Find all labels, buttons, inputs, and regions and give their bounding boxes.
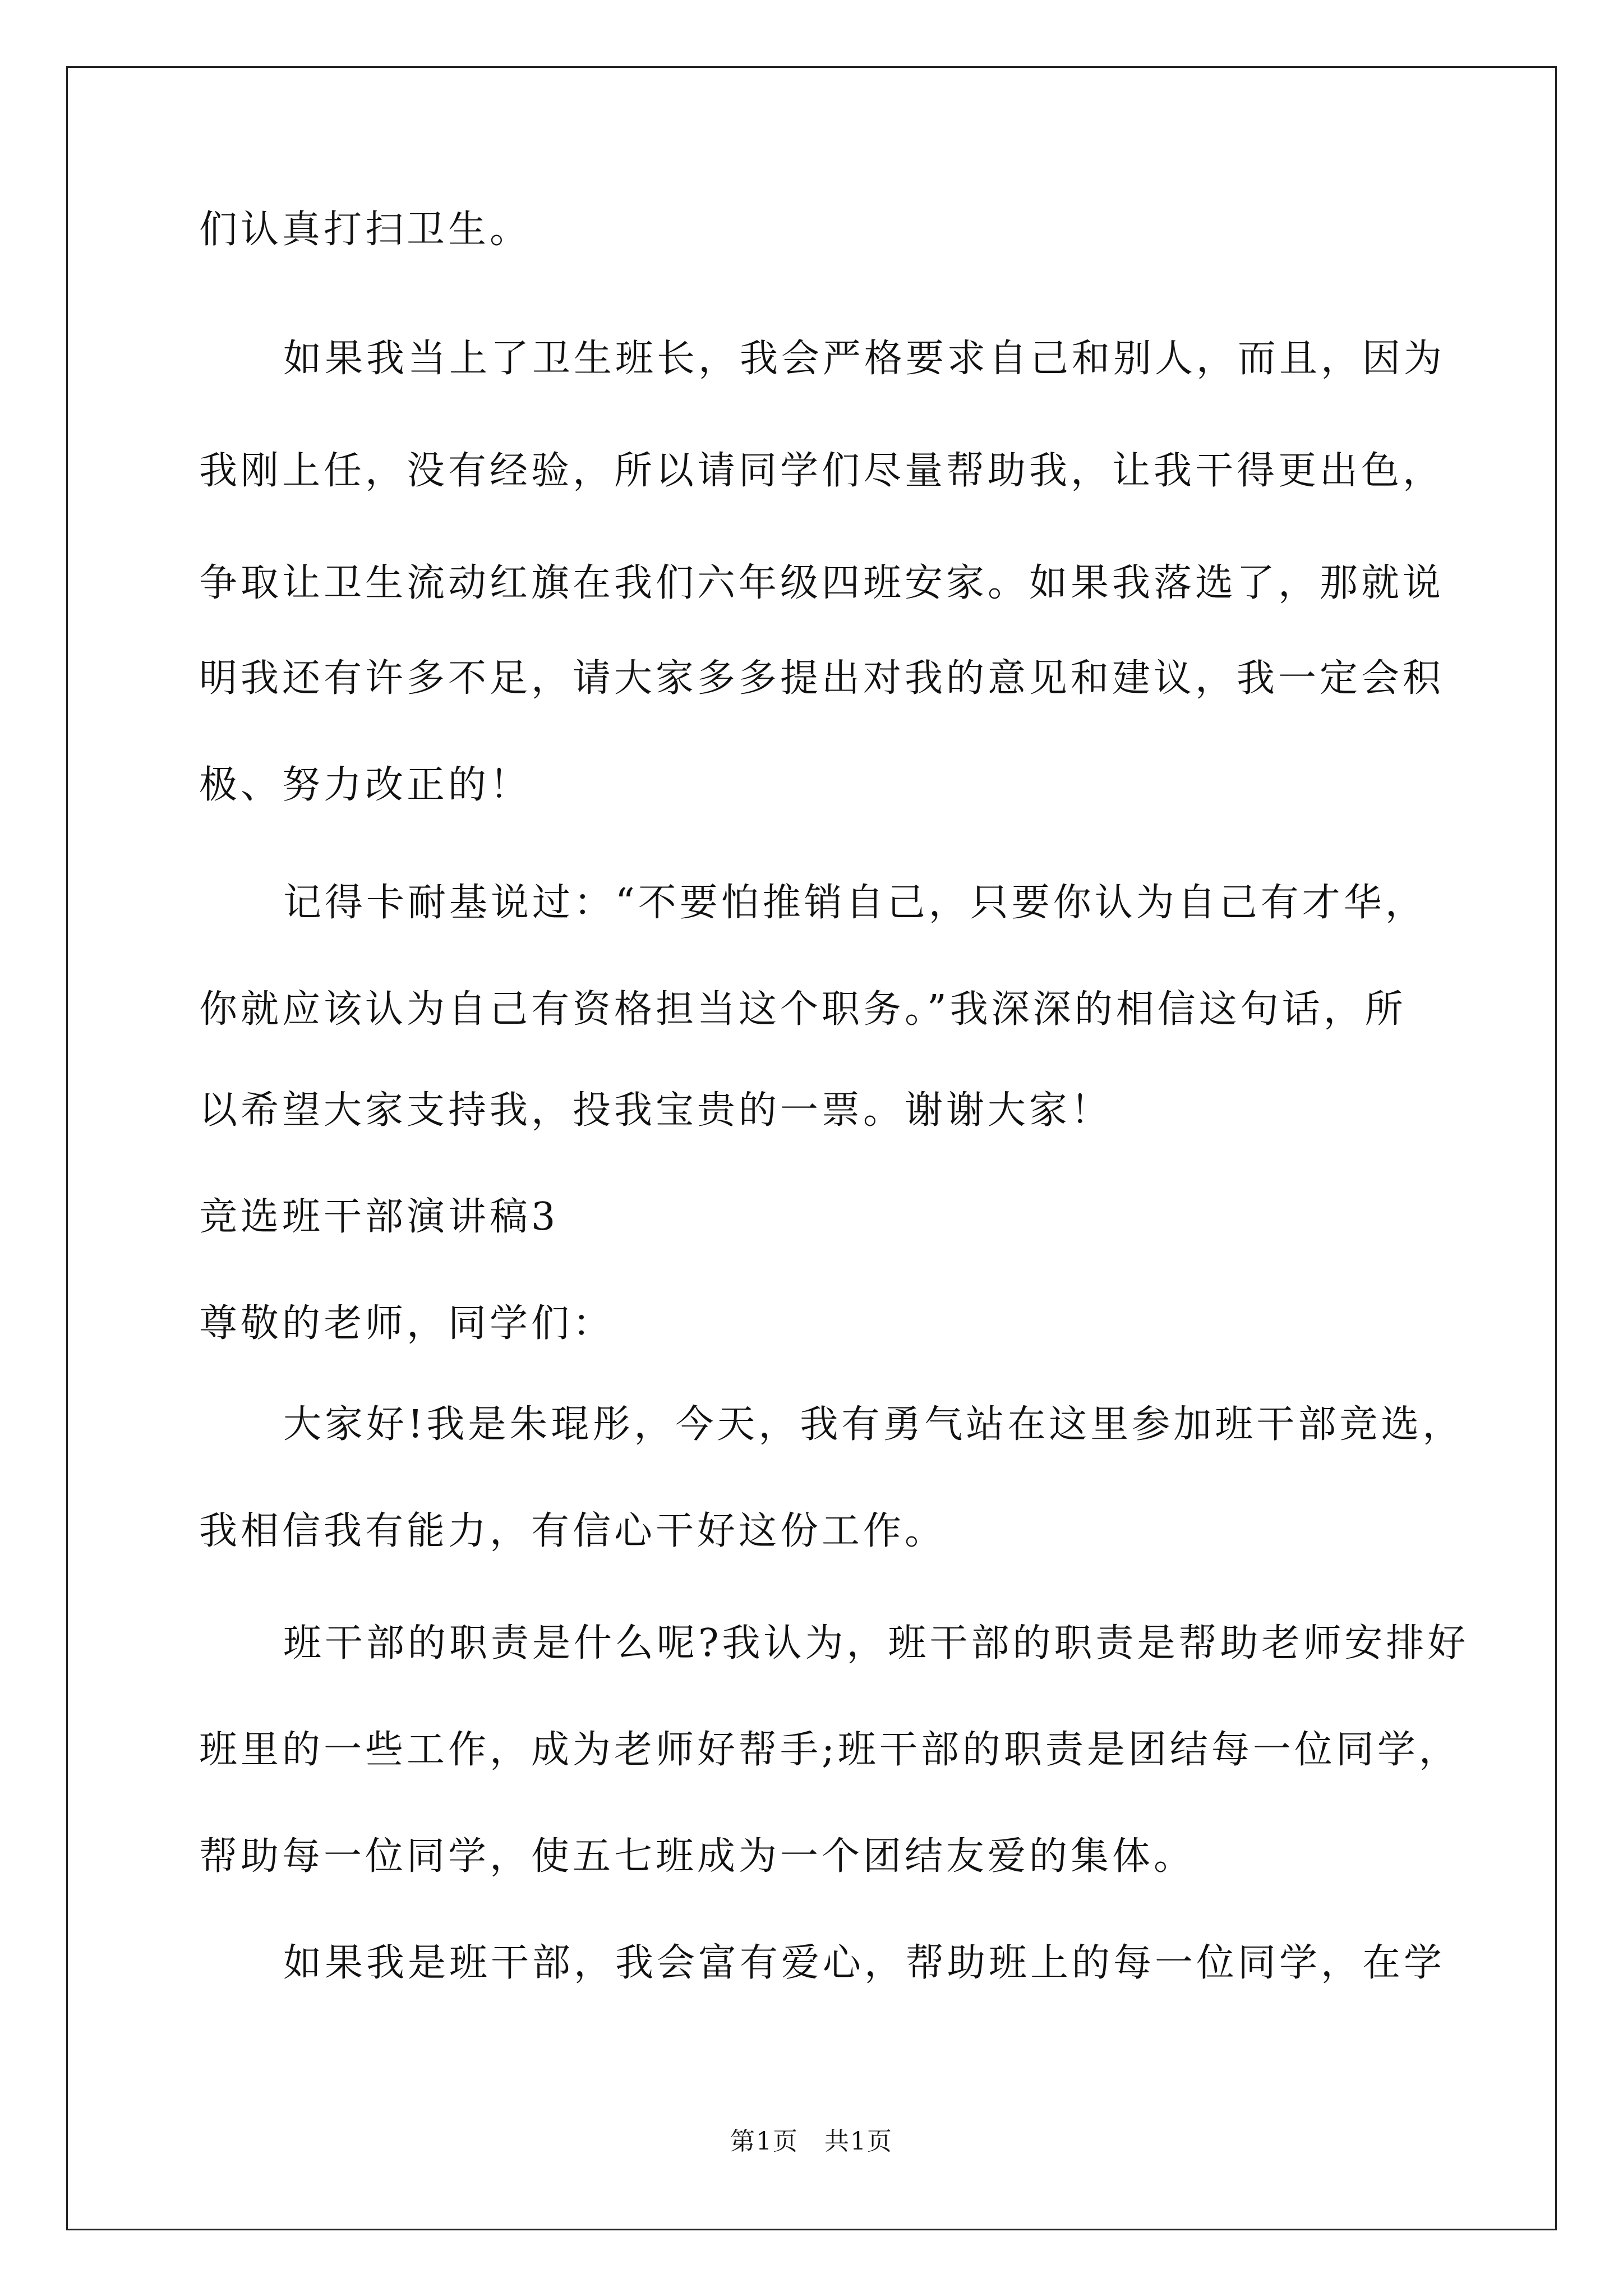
text-line-7: 记得卡耐基说过：“不要怕推销自己，只要你认为自己有才华， (283, 881, 1427, 925)
text-line-5: 明我还有许多不足，请大家多多提出对我的意见和建议，我一定会积 (199, 656, 1445, 701)
text-line-12: 大家好!我是朱琨彤，今天，我有勇气站在这里参加班干部竞选， (283, 1402, 1464, 1447)
text-line-1: 们认真打扫卫生。 (199, 208, 532, 252)
text-line-9: 以希望大家支持我，投我宝贵的一票。谢谢大家！ (199, 1088, 1113, 1133)
text-line-15: 班里的一些工作，成为老师好帮手;班干部的职责是团结每一位同学， (199, 1728, 1460, 1772)
text-line-4: 争取让卫生流动红旗在我们六年级四班安家。如果我落选了，那就说 (199, 561, 1445, 605)
text-line-13: 我相信我有能力，有信心干好这份工作。 (199, 1509, 947, 1553)
text-line-16: 帮助每一位同学，使五七班成为一个团结友爱的集体。 (199, 1834, 1196, 1879)
page-footer: 第1页 共1页 (730, 2127, 893, 2156)
text-line-6: 极、努力改正的！ (199, 763, 532, 807)
text-line-3: 我刚上任，没有经验，所以请同学们尽量帮助我，让我干得更出色， (199, 449, 1445, 493)
text-line-14: 班干部的职责是什么呢?我认为，班干部的职责是帮助老师安排好 (283, 1621, 1469, 1665)
text-line-8: 你就应该认为自己有资格担当这个职务。”我深深的相信这句话，所 (199, 987, 1407, 1032)
text-line-2: 如果我当上了卫生班长，我会严格要求自己和别人，而且，因为 (283, 337, 1446, 381)
section-heading: 竞选班干部演讲稿3 (199, 1195, 559, 1239)
page-border (66, 66, 1557, 2230)
text-line-17: 如果我是班干部，我会富有爱心，帮助班上的每一位同学，在学 (283, 1941, 1446, 1985)
salutation: 尊敬的老师，同学们： (199, 1301, 615, 1346)
